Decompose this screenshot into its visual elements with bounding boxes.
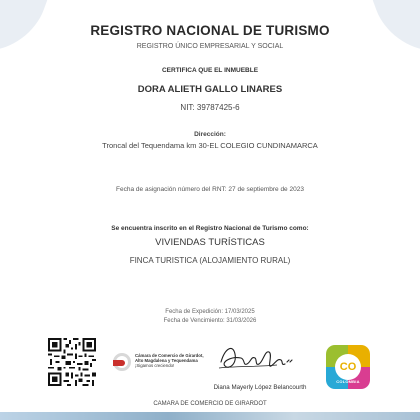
- chamber-logo-tagline: ¡Sigamos creciendo!: [135, 363, 175, 368]
- expiry-date: Fecha de Vencimiento: 31/03/2026: [163, 318, 257, 324]
- colombia-brand-logo: [326, 345, 370, 389]
- tourism-category: VIVIENDAS TURÍSTICAS: [155, 237, 265, 248]
- handwritten-signature: [215, 340, 295, 374]
- co-word: COLOMBIA: [336, 379, 360, 384]
- owner-nit: NIT: 39787425-6: [180, 103, 240, 112]
- inscrito-line: Se encuentra inscrito en el Registro Nacional de Turismo como:: [111, 225, 309, 232]
- certifica-line: CERTIFICA QUE EL INMUEBLE: [161, 67, 259, 74]
- signatory-name: Diana Mayerly López Belancourth: [213, 384, 307, 391]
- chamber-of-commerce-logo: [113, 351, 208, 377]
- document-title: REGISTRO NACIONAL DE TURISMO: [90, 23, 330, 38]
- tourism-subcategory: FINCA TURISTICA (ALOJAMIENTO RURAL): [129, 256, 291, 265]
- owner-name: DORA ALIETH GALLO LINARES: [137, 84, 283, 95]
- co-letters: CO: [339, 361, 357, 373]
- address-label: Dirección:: [194, 131, 226, 138]
- chamber-logo-text: Cámara de Comercio de Girardot, Alto Magdalena y Tequendama ¡Sigamos creciendo!: [135, 353, 204, 368]
- address-value: Troncal del Tequendama km 30-EL COLEGIO CUNDINAMARCA: [102, 141, 318, 150]
- chamber-logo-mark: [113, 353, 131, 371]
- bottom-decoration-strip: [0, 412, 420, 420]
- expedition-date: Fecha de Expedición: 17/03/2025: [165, 309, 255, 315]
- co-badge-center: [335, 354, 361, 380]
- document-subtitle: REGISTRO ÚNICO EMPRESARIAL Y SOCIAL: [136, 43, 284, 50]
- issuer-name: CAMARA DE COMERCIO DE GIRARDOT: [153, 401, 267, 407]
- rnt-assignment-date: Fecha de asignación número del RNT: 27 de septiembre de 2023: [116, 186, 304, 193]
- qr-code-icon[interactable]: [48, 338, 96, 386]
